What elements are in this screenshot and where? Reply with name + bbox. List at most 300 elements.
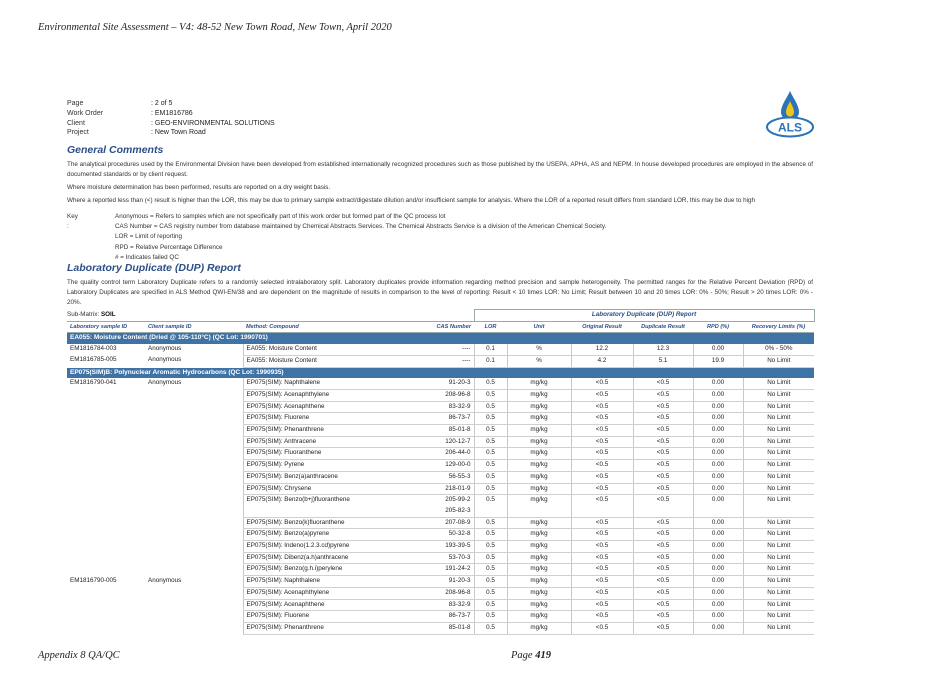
cell-duplicate-result: 12.3 [633,344,693,355]
cell-cas-number: 86-73-7 [352,413,474,425]
cell-original-result: <0.5 [571,552,633,564]
cell-lab-sample-id [67,389,145,401]
cell-compound: EP075(SIM): Benzo(b+j)fluoranthene [243,495,352,517]
cell-lab-sample-id [67,460,145,472]
table-row [67,622,814,634]
cell-rpd: 0.00 [693,413,743,425]
table-row [67,611,814,623]
cell-original-result: <0.5 [571,529,633,541]
col-recovery-limits: Recovery Limits (%) [743,321,814,333]
cell-compound: EP075(SIM): Phenanthrene [243,425,352,437]
group-header-row [67,367,814,378]
cell-original-result: <0.5 [571,389,633,401]
meta-label: Page [67,100,84,107]
cell-rpd: 0.00 [693,448,743,460]
table-row [67,495,814,517]
meta-value: : 2 of 5 [151,100,173,107]
cell-lab-sample-id [67,495,145,517]
cell-compound: EP075(SIM): Acenaphthylene [243,389,352,401]
cell-lor: 0.5 [474,517,507,529]
table-row [67,564,814,576]
table-body [67,333,814,634]
cell-recovery-limits: No Limit [743,611,814,623]
cell-client-sample-id [145,389,243,401]
cell-compound: EP075(SIM): Naphthalene [243,378,352,389]
cell-duplicate-result: <0.5 [633,541,693,553]
cell-original-result: <0.5 [571,413,633,425]
cell-duplicate-result: <0.5 [633,460,693,472]
cell-lab-sample-id: EM1816790-005 [70,576,117,584]
cell-compound: EP075(SIM): Benzo(g.h.i)perylene [243,564,352,576]
cell-client-sample-id: Anonymous [148,356,182,364]
cell-unit: mg/kg [507,541,571,553]
cell-lor: 0.5 [474,413,507,425]
logo-text: ALS [778,120,802,135]
cell-cas-number: 191-24-2 [352,564,474,576]
cell-rpd: 0.00 [693,517,743,529]
cell-recovery-limits: No Limit [743,448,814,460]
cell-unit: mg/kg [507,460,571,472]
footer-appendix: Appendix 8 QA/QC [38,650,120,661]
cell-compound: EP075(SIM): Indeno(1.2.3.cd)pyrene [243,541,352,553]
cell-original-result: <0.5 [571,576,633,588]
cell-rpd: 0.00 [693,495,743,517]
cell-original-result: <0.5 [571,471,633,483]
cell-original-result: <0.5 [571,436,633,448]
col-lab-sample-id: Laboratory sample ID [67,321,145,333]
table-row [67,401,814,413]
cell-unit: mg/kg [507,471,571,483]
cell-rpd: 0.00 [693,622,743,634]
cell-unit: mg/kg [507,425,571,437]
cell-unit: mg/kg [507,495,571,517]
cell-rpd: 0.00 [693,425,743,437]
cell-rpd: 0.00 [693,541,743,553]
cell-unit: mg/kg [507,401,571,413]
cell-unit: mg/kg [507,378,571,389]
general-comments-p2: Where moisture determination has been performed, results are reported on a dry weight basis. [67,184,331,191]
cell-recovery-limits: No Limit [743,517,814,529]
cell-compound: EP075(SIM): Phenanthrene [243,622,352,634]
general-comments-p1: The analytical procedures used by the Environmental Division have been developed from established internationally recognized procedures such as those published by the USEPA, APHA, AS and NEPM. In house developed procedures are employed in the absence of documented standards or by client request. [67,161,813,178]
cell-client-sample-id [145,517,243,529]
cell-lor: 0.5 [474,425,507,437]
cell-cas-number: 91-20-3 [352,378,474,389]
cell-rpd: 0.00 [693,529,743,541]
cell-unit: mg/kg [507,552,571,564]
footer-page-number: 419 [535,650,551,661]
cell-client-sample-id [145,460,243,472]
key-list [115,212,606,263]
cell-cas-number: 53-70-3 [352,552,474,564]
table-row [67,436,814,448]
cell-duplicate-result: <0.5 [633,401,693,413]
general-comments-title: General Comments [67,144,164,156]
cell-duplicate-result: <0.5 [633,436,693,448]
cell-unit: mg/kg [507,587,571,599]
cell-client-sample-id [145,413,243,425]
cell-lor: 0.5 [474,460,507,472]
cell-original-result: <0.5 [571,587,633,599]
cell-recovery-limits: No Limit [743,552,814,564]
cell-duplicate-result: <0.5 [633,552,693,564]
cell-recovery-limits: No Limit [743,401,814,413]
cell-lor: 0.5 [474,471,507,483]
cell-duplicate-result: <0.5 [633,576,693,588]
table-row [67,541,814,553]
cell-recovery-limits: No Limit [743,495,814,517]
cell-client-sample-id [145,564,243,576]
cell-compound: EP075(SIM): Pyrene [243,460,352,472]
cell-original-result: <0.5 [571,425,633,437]
meta-label: Client [67,119,85,127]
cell-lab-sample-id: EM1816790-041 [70,379,117,387]
cell-unit: mg/kg [507,529,571,541]
col-client-sample-id: Client sample ID [145,321,243,333]
cell-duplicate-result: <0.5 [633,495,693,517]
cell-original-result: <0.5 [571,483,633,495]
cell-duplicate-result: <0.5 [633,483,693,495]
cell-cas-number: 206-44-0 [352,448,474,460]
cell-rpd: 0.00 [693,401,743,413]
cell-original-result: <0.5 [571,448,633,460]
cell-client-sample-id [145,471,243,483]
cell-lor: 0.5 [474,611,507,623]
cell-unit: mg/kg [507,483,571,495]
submatrix-value: SOIL [100,311,116,318]
meta-label: Work Order [67,109,104,117]
cell-lab-sample-id [67,541,145,553]
key-item: LOR = Limit of reporting [115,233,183,241]
cell-original-result: <0.5 [571,541,633,553]
cell-recovery-limits: No Limit [743,483,814,495]
submatrix-label: Sub-Matrix: [67,311,100,318]
cell-compound: EP075(SIM): Acenaphthylene [243,587,352,599]
cell-recovery-limits: No Limit [743,564,814,576]
col-lor: LOR [474,321,507,333]
cell-unit: mg/kg [507,611,571,623]
cell-unit: % [507,355,571,367]
cell-lab-sample-id: EM1816784-003 [70,345,117,353]
cell-compound: EP075(SIM): Naphthalene [243,576,352,588]
cell-cas-number: 129-00-0 [352,460,474,472]
cell-compound: EP075(SIM): Dibenz(a.h)anthracene [243,552,352,564]
cas-number-line: 205-82-3 [445,506,471,514]
dup-report-intro: The quality control term Laboratory Duplicate refers to a randomly selected intralaboratory split. Laboratory duplicates provide information regarding method precision and sample heterogeneity. The permitted ranges for the Relative Percent Deviation (RPD) of Laboratory Duplicates are specified in ALS Method QWI-EN/38 and are dependent on the magnitude of results in comparison to the level of reporting: Result < 10 times LOR: No Limit; Result between 10 and 20 times LOR: 0% - 50%; Result > 20 times LOR: 0% - 20%. [67,279,813,306]
cell-rpd: 0.00 [693,389,743,401]
cell-recovery-limits: No Limit [743,413,814,425]
cell-compound: EP075(SIM): Fluorene [243,413,352,425]
cell-client-sample-id [145,587,243,599]
table-row [67,576,814,588]
cell-recovery-limits: No Limit [743,425,814,437]
cell-cas-number: 208-96-8 [352,587,474,599]
footer-page [511,650,551,661]
cell-unit: mg/kg [507,599,571,611]
cell-recovery-limits: No Limit [743,436,814,448]
cell-lor: 0.5 [474,599,507,611]
meta-value: : EM1816786 [151,109,193,117]
table-row [67,389,814,401]
cell-client-sample-id [145,495,243,517]
cell-lor: 0.5 [474,587,507,599]
cell-client-sample-id [145,611,243,623]
cell-recovery-limits: No Limit [743,599,814,611]
cell-cas-number: 85-01-8 [352,622,474,634]
table-group-header-row [67,310,814,322]
cell-recovery-limits: No Limit [743,460,814,472]
cell-recovery-limits: No Limit [743,576,814,588]
cell-unit: mg/kg [507,517,571,529]
key-item: CAS Number = CAS registry number from database maintained by Chemical Abstracts Services. The Chemical Abstracts Service is a division of the American Chemical Society. [115,223,607,231]
cell-lor: 0.5 [474,495,507,517]
cell-client-sample-id [145,448,243,460]
cell-duplicate-result: <0.5 [633,425,693,437]
cell-lor: 0.5 [474,552,507,564]
table-row [67,425,814,437]
col-cas-number: CAS Number [352,321,474,333]
cell-compound: EP075(SIM): Fluorene [243,611,352,623]
cell-recovery-limits: No Limit [743,587,814,599]
cell-lor: 0.5 [474,448,507,460]
table-row [67,344,814,355]
als-logo [765,88,815,138]
cell-cas-number: 193-39-5 [352,541,474,553]
cell-unit: mg/kg [507,564,571,576]
cell-duplicate-result: <0.5 [633,564,693,576]
cell-lor: 0.5 [474,541,507,553]
cell-rpd: 0.00 [693,344,743,355]
cell-rpd: 0.00 [693,483,743,495]
cell-rpd: 0.00 [693,378,743,389]
meta-row-client [67,119,275,129]
cell-lab-sample-id [67,599,145,611]
cell-compound: EA055: Moisture Content [243,355,352,367]
cell-duplicate-result: <0.5 [633,517,693,529]
cell-lab-sample-id [67,448,145,460]
cell-lab-sample-id [67,622,145,634]
cell-client-sample-id: Anonymous [148,576,182,584]
cell-recovery-limits: No Limit [743,529,814,541]
cell-cas-number: ---- [352,344,474,355]
cell-lab-sample-id [67,611,145,623]
cell-duplicate-result: <0.5 [633,587,693,599]
cell-rpd: 0.00 [693,576,743,588]
cell-cas-number: 120-12-7 [352,436,474,448]
meta-row-project [67,128,275,138]
cell-rpd: 0.00 [693,436,743,448]
general-comments-p3: Where a reported less than (<) result is higher than the LOR, this may be due to primary sample extract/digestate dilution and/or insufficient sample for analysis. Where the LOR of a reported result differs from standard LOR, this may be due to high [67,197,756,204]
col-duplicate-result: Duplicate Result [633,321,693,333]
col-rpd: RPD (%) [693,321,743,333]
cell-cas-number: 208-96-8 [352,389,474,401]
cell-duplicate-result: <0.5 [633,413,693,425]
cell-lab-sample-id [67,436,145,448]
cell-rpd: 0.00 [693,587,743,599]
table-row [67,552,814,564]
cell-compound: EP075(SIM): Benz(a)anthracene [243,471,352,483]
cell-lab-sample-id [67,529,145,541]
group-title: EP075(SIM)B: Polynuclear Aromatic Hydrocarbons (QC Lot: 1990935) [67,367,814,378]
cell-client-sample-id [145,483,243,495]
cell-client-sample-id: Anonymous [148,345,182,353]
meta-row-page [67,99,275,109]
cell-cas-number: 50-32-8 [352,529,474,541]
cell-client-sample-id [145,541,243,553]
cell-client-sample-id [145,425,243,437]
table-header-row [67,321,814,333]
cell-duplicate-result: 5.1 [633,355,693,367]
table-row [67,413,814,425]
cell-recovery-limits: No Limit [743,622,814,634]
cell-cas-number: 83-32-9 [352,401,474,413]
cell-rpd: 0.00 [693,611,743,623]
key-item: RPD = Relative Percentage Difference [115,243,223,251]
cell-lor: 0.1 [474,355,507,367]
cell-cas-number: ---- [352,355,474,367]
cell-lor: 0.5 [474,564,507,576]
cas-number-line: 205-99-2 [445,496,471,504]
cell-lor: 0.5 [474,576,507,588]
cell-recovery-limits: No Limit [743,355,814,367]
cell-cas-number [352,495,474,517]
cell-duplicate-result: <0.5 [633,448,693,460]
cell-original-result: 4.2 [571,355,633,367]
cell-client-sample-id [145,622,243,634]
cell-original-result: <0.5 [571,401,633,413]
cell-lab-sample-id [67,483,145,495]
cell-original-result: 12.2 [571,344,633,355]
cell-cas-number: 218-01-9 [352,483,474,495]
cell-compound: EP075(SIM): Benzo(k)fluoranthene [243,517,352,529]
cell-cas-number: 83-32-9 [352,599,474,611]
cell-compound: EA055: Moisture Content [243,344,352,355]
table-row [67,517,814,529]
cell-rpd: 0.00 [693,471,743,483]
cell-original-result: <0.5 [571,517,633,529]
cell-lab-sample-id [67,552,145,564]
table-row [67,599,814,611]
cell-duplicate-result: <0.5 [633,471,693,483]
cell-cas-number: 85-01-8 [352,425,474,437]
table-row [67,448,814,460]
cell-unit: mg/kg [507,413,571,425]
cell-compound: EP075(SIM): Acenaphthene [243,599,352,611]
cell-lab-sample-id [67,471,145,483]
table-row [67,378,814,389]
col-unit: Unit [507,321,571,333]
meta-value: : New Town Road [151,129,206,137]
meta-row-work-order [67,109,275,119]
cell-client-sample-id [145,599,243,611]
cell-compound: EP075(SIM): Benzo(a)pyrene [243,529,352,541]
cell-lab-sample-id [67,517,145,529]
cell-rpd: 0.00 [693,552,743,564]
cell-cas-number: 207-08-9 [352,517,474,529]
cell-duplicate-result: <0.5 [633,529,693,541]
cell-unit: mg/kg [507,436,571,448]
meta-label: Project [67,129,89,137]
cell-duplicate-result: <0.5 [633,599,693,611]
cell-cas-number: 86-73-7 [352,611,474,623]
group-header-row [67,333,814,344]
table-row [67,471,814,483]
cell-lor: 0.1 [474,344,507,355]
table-row [67,483,814,495]
cell-recovery-limits: 0% - 50% [743,344,814,355]
cell-rpd: 0.00 [693,564,743,576]
cell-unit: mg/kg [507,448,571,460]
cell-lor: 0.5 [474,378,507,389]
running-header: Environmental Site Assessment – V4: 48-52 New Town Road, New Town, April 2020 [38,22,392,33]
cell-unit: mg/kg [507,576,571,588]
cell-cas-number: 91-20-3 [352,576,474,588]
cell-duplicate-result: <0.5 [633,622,693,634]
duplicate-table [67,309,815,635]
cell-lab-sample-id [67,564,145,576]
cell-client-sample-id [145,401,243,413]
cell-lor: 0.5 [474,529,507,541]
cell-duplicate-result: <0.5 [633,389,693,401]
table-row [67,529,814,541]
cell-rpd: 19.9 [693,355,743,367]
cell-compound: EP075(SIM): Fluoranthene [243,448,352,460]
cell-lor: 0.5 [474,483,507,495]
cell-original-result: <0.5 [571,599,633,611]
cell-compound: EP075(SIM): Acenaphthene [243,401,352,413]
cell-recovery-limits: No Limit [743,471,814,483]
cell-original-result: <0.5 [571,460,633,472]
group-title: EA055: Moisture Content (Dried @ 105-110°C) (QC Lot: 1990701) [67,333,814,344]
key-item: Anonymous = Refers to samples which are not specifically part of this work order but formed part of the QC process lot [115,213,446,220]
cell-recovery-limits: No Limit [743,378,814,389]
cell-recovery-limits: No Limit [743,541,814,553]
cell-lor: 0.5 [474,622,507,634]
cell-unit: mg/kg [507,389,571,401]
cell-client-sample-id: Anonymous [148,379,182,387]
cell-lor: 0.5 [474,401,507,413]
cell-compound: EP075(SIM): Chrysene [243,483,352,495]
cell-original-result: <0.5 [571,611,633,623]
cell-original-result: <0.5 [571,564,633,576]
cell-recovery-limits: No Limit [743,389,814,401]
cell-lor: 0.5 [474,389,507,401]
col-method-compound: Method: Compound [243,321,352,333]
key-item: # = Indicates failed QC [115,253,179,261]
cell-cas-number: 56-55-3 [352,471,474,483]
cell-duplicate-result: <0.5 [633,378,693,389]
cell-client-sample-id [145,529,243,541]
key-label: Key : [67,213,78,231]
cell-original-result: <0.5 [571,495,633,517]
report-meta [67,99,275,138]
cell-original-result: <0.5 [571,378,633,389]
col-original-result: Original Result [571,321,633,333]
table-row [67,460,814,472]
cell-lab-sample-id [67,425,145,437]
meta-value: : GEO-ENVIRONMENTAL SOLUTIONS [151,119,275,127]
cell-lab-sample-id [67,413,145,425]
footer-page-prefix: Page [511,650,533,661]
cell-lab-sample-id: EM1816785-005 [70,356,117,364]
dup-report-title: Laboratory Duplicate (DUP) Report [67,262,241,274]
cell-compound: EP075(SIM): Anthracene [243,436,352,448]
cell-lab-sample-id [67,401,145,413]
table-group-header: Laboratory Duplicate (DUP) Report [474,310,814,322]
table-row [67,355,814,367]
table-row [67,587,814,599]
cell-client-sample-id [145,436,243,448]
